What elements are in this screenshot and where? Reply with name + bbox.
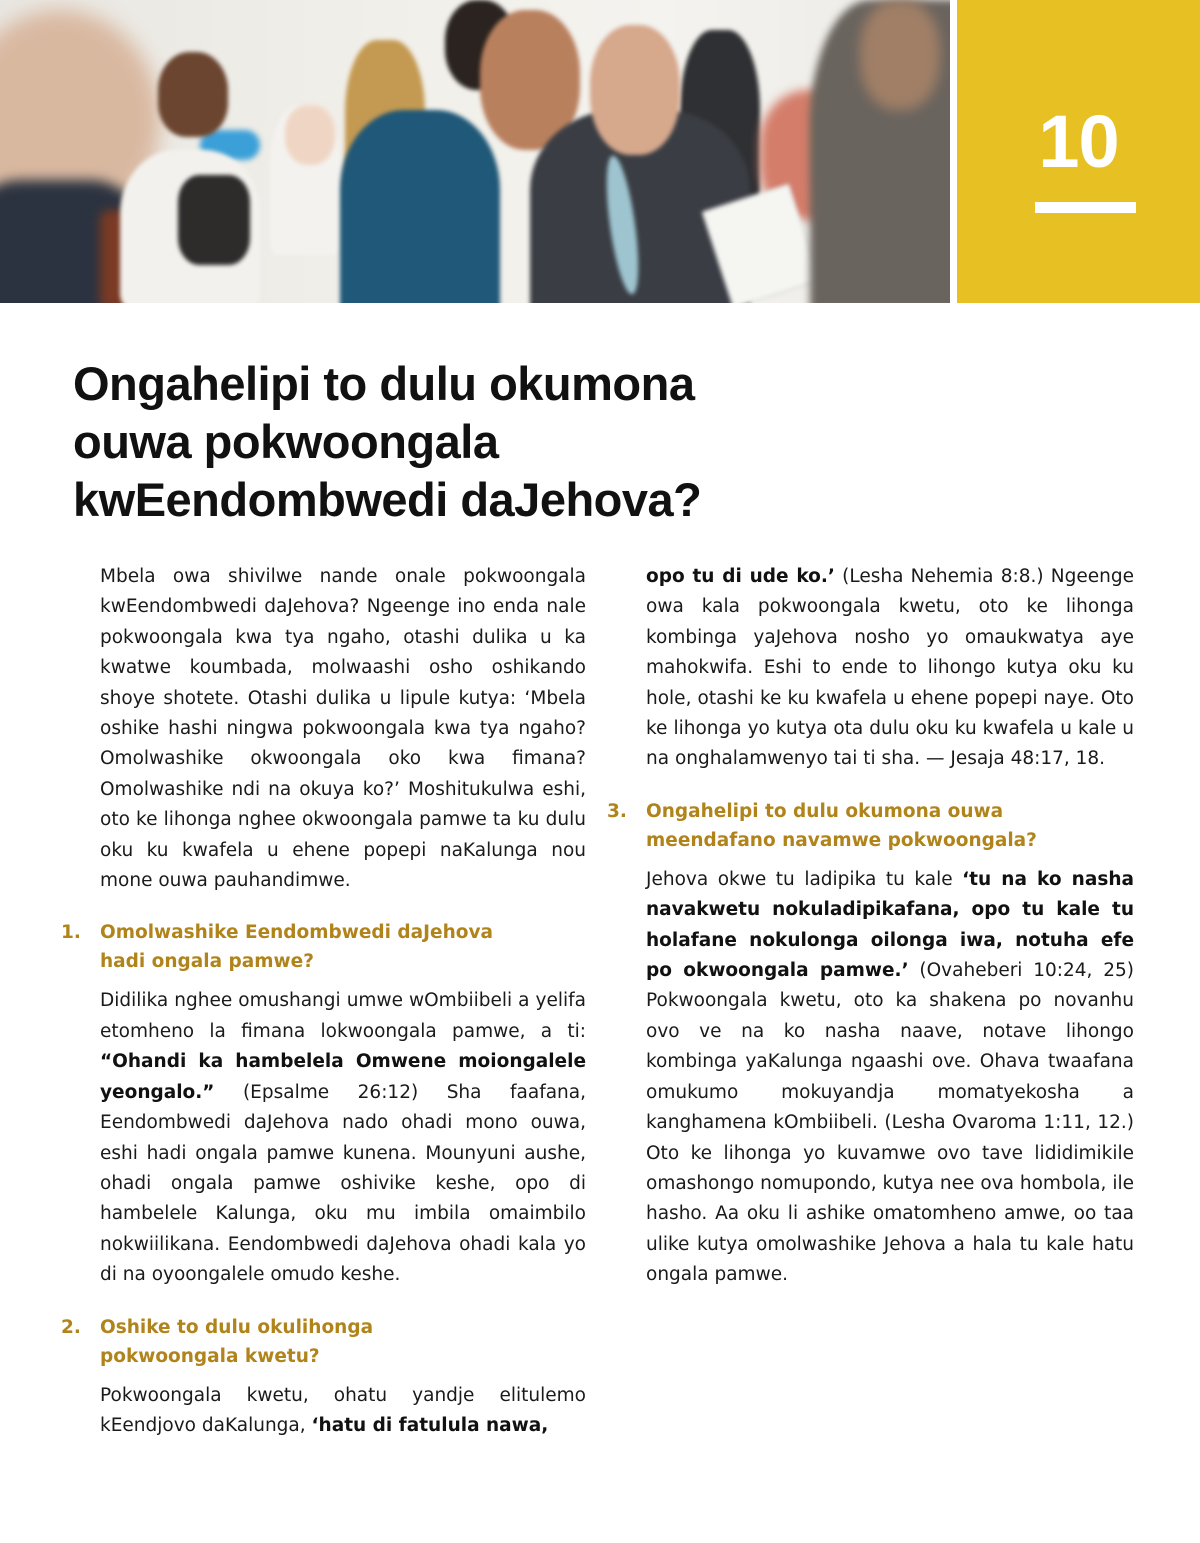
question-text: Ongahelipi to dulu okumona ouwa xyxy=(646,800,1004,822)
title-line: Ongahelipi to dulu okumona xyxy=(73,357,695,410)
paragraph-text: (Ovaheberi 10:24, 25) Pokwoongala kwetu, oto ka shakena po novanhu ovo ve na ko nasha naave, notave lihongo kombinga yaKalunga ngaashi ove. Ohava twaafana omukumo mokuyandja momatyekosha a kanghamena kOmbiibeli. (Lesha Ovaroma 1:11, 12.) Oto ke lihonga yo kuvamwe ovo tave lididimikile omashongo nomupondo, kutya nee ova hombola, ile hasho. Aa oku li ashike omatomheno amwe, oo taa ulike kutya omolwashike Jehova a hala tu kale hatu ongala pamwe. xyxy=(646,960,1134,1286)
title-line: kwEendombwedi daJehova? xyxy=(73,473,702,526)
right-column xyxy=(607,562,1135,1291)
section-2-paragraph xyxy=(100,1381,586,1442)
section-1-paragraph xyxy=(100,986,586,1290)
section-3-paragraph xyxy=(646,865,1134,1291)
scripture-quote: ‘tu na ko nasha navakwetu nokuladipikafana, opo tu kale tu holafane nokulonga oilonga iwa, notuha efe po okwoongala pamwe.’ xyxy=(646,868,1135,982)
scripture-quote: ‘hatu di fatulula nawa, xyxy=(311,1414,549,1436)
photo-shape xyxy=(285,105,335,165)
photo-shape xyxy=(158,52,228,137)
question-text: Omolwashike Eendombwedi daJehova xyxy=(100,922,494,944)
question-text: pokwoongala kwetu? xyxy=(100,1345,320,1367)
section-2-paragraph-continued xyxy=(646,562,1134,775)
scripture-quote: “Ohandi ka hambelela Omwene moiongalele yeongalo.” xyxy=(100,1051,586,1103)
scripture-quote: opo tu di ude ko.’ xyxy=(646,566,835,587)
lesson-number: 10 xyxy=(1038,100,1119,183)
photo-shape xyxy=(178,175,250,265)
question-heading-3 xyxy=(607,797,1134,855)
page-title xyxy=(73,355,833,529)
lesson-number-block xyxy=(957,0,1200,303)
question-heading-1 xyxy=(61,918,586,976)
question-number: 2. xyxy=(61,1316,81,1338)
question-heading-2 xyxy=(61,1313,586,1371)
left-column xyxy=(61,562,586,1441)
question-text: meendafano navamwe pokwoongala? xyxy=(646,829,1037,851)
paragraph-text: Jehova okwe tu ladipika tu kale xyxy=(646,868,963,890)
question-number: 1. xyxy=(61,922,81,944)
question-text: hadi ongala pamwe? xyxy=(100,951,314,973)
question-text: Oshike to dulu okulihonga xyxy=(100,1316,374,1338)
photo-shape xyxy=(590,25,680,155)
paragraph-text: Pokwoongala kwetu, ohatu yandje elitulemo kEendjovo daKalunga, xyxy=(100,1384,586,1436)
paragraph-text: Didilika nghee omushangi umwe wOmbiibeli a yelifa etomheno la fimana lokwoongala pamwe, a ti: xyxy=(100,990,586,1042)
hero-photo xyxy=(0,0,950,303)
lesson-number-underline xyxy=(1035,202,1136,213)
paragraph-text: (Epsalme 26:12) Sha faafana, Eendombwedi daJehova nado ohadi mono ouwa, eshi hadi ongala pamwe kunena. Mounyuni aushe, ohadi ongala pamwe oshivike keshe, opo di hambelele Kalunga, oku mu imbila omaimbilo nokwiilikana. Eendombwedi daJehova ohadi kala yo di na oyoongalele omudo keshe. xyxy=(100,1081,586,1286)
intro-paragraph: Mbela owa shivilwe nande onale pokwoongala kwEendombwedi daJehova? Ngeenge ino enda nale pokwoongala kwa tya ngaho, otashi dulika u ka kwatwe koumbada, molwaashi osho oshikando shoye shotete. Otashi dulika u lipule kutya: ‘Mbela oshike hashi ningwa pokwoongala kwa tya ngaho? Omolwashike okwoongala oko kwa fimana? Omolwashike ndi na okuya ko?’ Moshitukulwa eshi, oto ke lihonga nghee okwoongala pamwe ta ku dulu oku ku kwafela u ehene popepi naKalunga nou mone ouwa pauhandimwe. xyxy=(100,566,586,892)
photo-shape xyxy=(860,0,940,110)
title-line: ouwa pokwoongala xyxy=(73,415,499,468)
question-number: 3. xyxy=(607,800,627,822)
photo-shape xyxy=(340,110,500,303)
paragraph-text: (Lesha Nehemia 8:8.) Ngeenge owa kala pokwoongala kwetu, oto ke lihonga kombinga yaJehova nosho yo omaukwatya aye mahokwifa. Eshi to ende to lihongo kutya oku ku hole, otashi ke ku kwafela u ehene popepi naye. Oto ke lihonga yo kutya ota dulu oku ku kwafela u kale u na onghalamwenyo tai ti sha. — Jesaja 48:17, 18. xyxy=(646,566,1134,770)
